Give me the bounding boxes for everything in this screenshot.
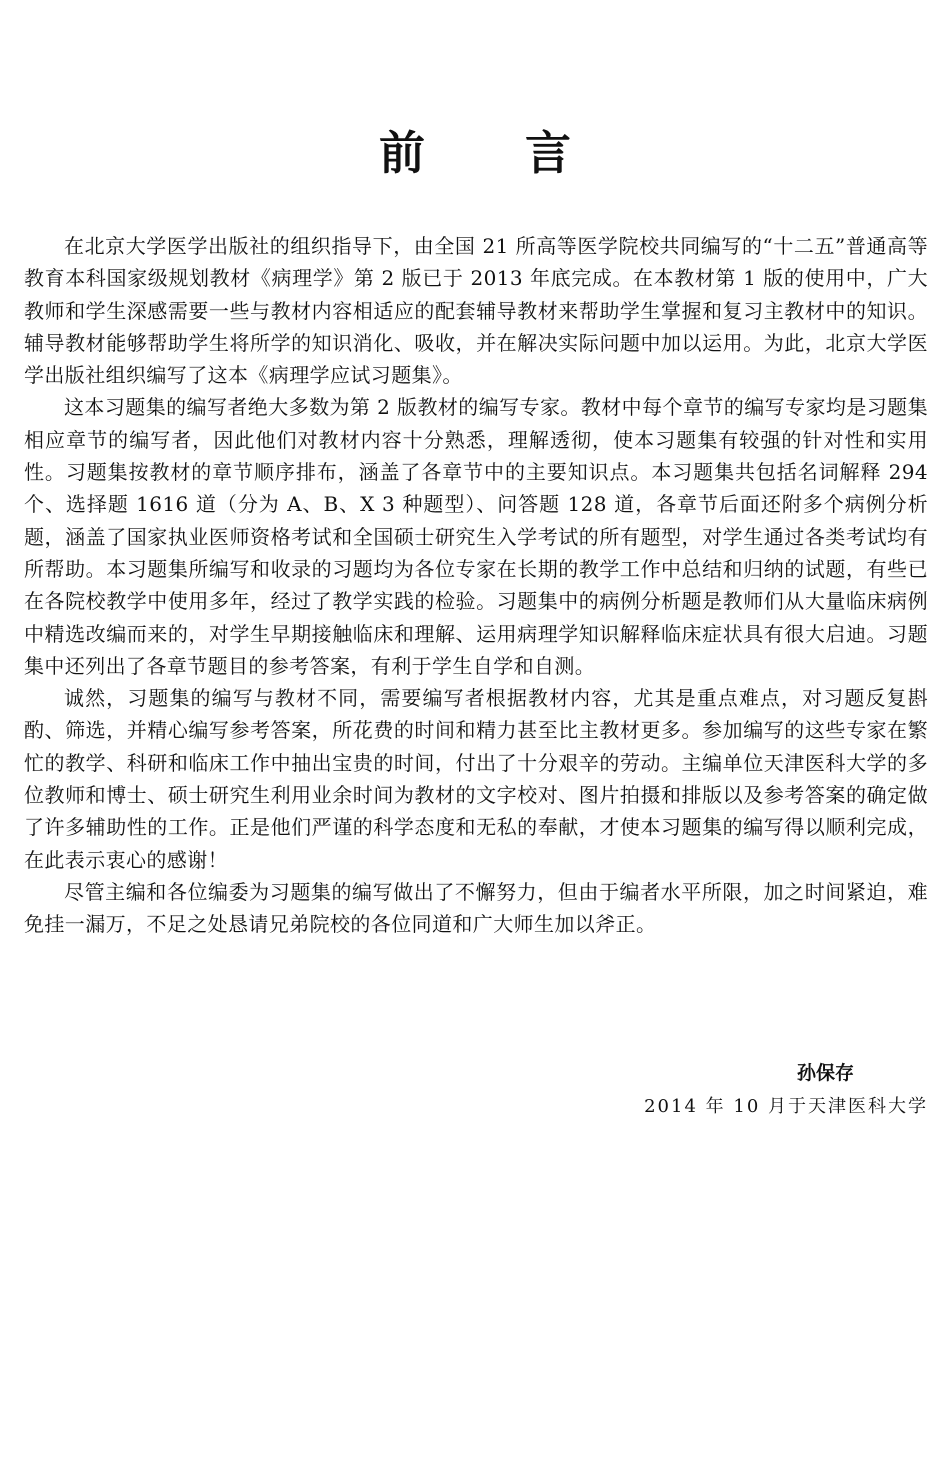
author-signature: 孙保存: [796, 1062, 854, 1084]
preface-body: [24, 230, 928, 941]
date-and-place: 2014 年 10 月于天津医科大学: [644, 1096, 928, 1117]
paragraph-1: 在北京大学医学出版社的组织指导下，由全国 21 所高等医学院校共同编写的“十二五”普通高等教育本科国家级规划教材《病理学》第 2 版已于 2013 年底完成。在本教材第 1 版的使用中，广大教师和学生深感需要一些与教材内容相适应的配套辅导教材来帮助学生掌握和复习主教材中的知识。辅导教材能够帮助学生将所学的知识消化、吸收，并在解决实际问题中加以运用。为此，北京大学医学出版社组织编写了这本《病理学应试习题集》。: [24, 234, 928, 388]
page-title: 前言: [379, 126, 671, 180]
paragraph-2: 这本习题集的编写者绝大多数为第 2 版教材的编写专家。教材中每个章节的编写专家均是习题集相应章节的编写者，因此他们对教材内容十分熟悉，理解透彻，使本习题集有较强的针对性和实用性。习题集按教材的章节顺序排布，涵盖了各章节中的主要知识点。本习题集共包括名词解释 294 个、选择题 1616 道（分为 A、B、X 3 种题型）、问答题 128 道，各章节后面还附多个病例分析题，涵盖了国家执业医师资格考试和全国硕士研究生入学考试的所有题型，对学生通过各类考试均有所帮助。本习题集所编写和收录的习题均为各位专家在长期的教学工作中总结和归纳的试题，有些已在各院校教学中使用多年，经过了教学实践的检验。习题集中的病例分析题是教师们从大量临床病例中精选改编而来的，对学生早期接触临床和理解、运用病理学知识解释临床症状具有很大启迪。习题集中还列出了各章节题目的参考答案，有利于学生自学和自测。: [24, 395, 928, 678]
paragraph-4: 尽管主编和各位编委为习题集的编写做出了不懈努力，但由于编者水平所限，加之时间紧迫，难免挂一漏万，不足之处恳请兄弟院校的各位同道和广大师生加以斧正。: [24, 879, 928, 937]
paragraph-3: 诚然，习题集的编写与教材不同，需要编写者根据教材内容，尤其是重点难点，对习题反复斟酌、筛选，并精心编写参考答案，所花费的时间和精力甚至比主教材更多。参加编写的这些专家在繁忙的教学、科研和临床工作中抽出宝贵的时间，付出了十分艰辛的劳动。主编单位天津医科大学的多位教师和博士、硕士研究生利用业余时间为教材的文字校对、图片拍摄和排版以及参考答案的确定做了许多辅助性的工作。正是他们严谨的科学态度和无私的奉献，才使本习题集的编写得以顺利完成，在此表示衷心的感谢！: [24, 686, 928, 872]
